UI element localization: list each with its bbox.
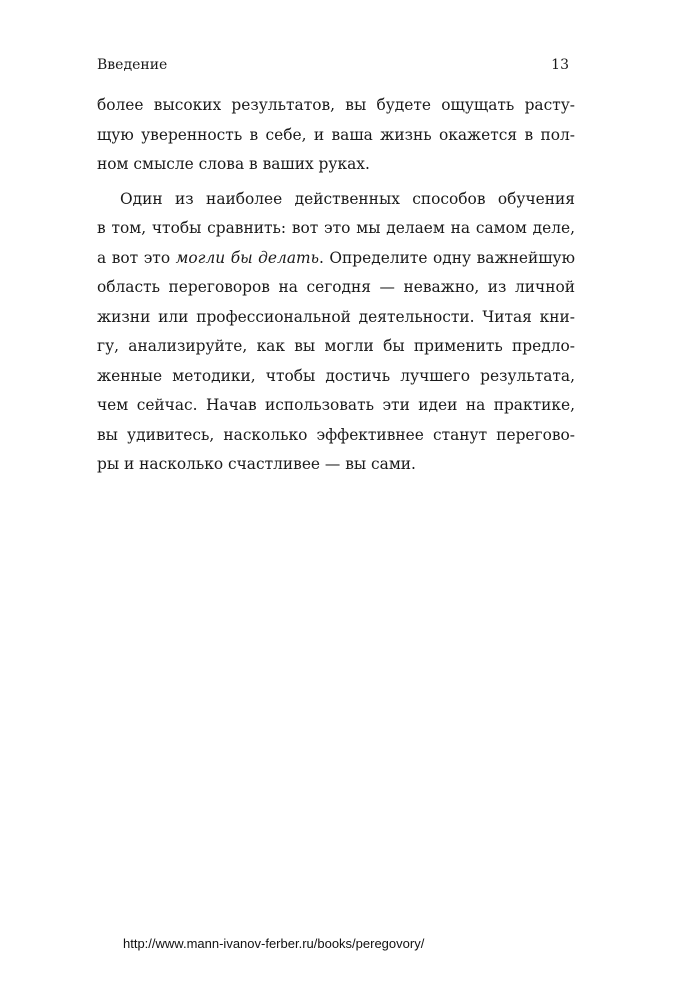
text-segment: . Определите одну важнейшую — [318, 248, 575, 267]
text-line: чем сейчас. Начав использовать эти идеи на практике, — [97, 396, 575, 414]
body-text — [97, 91, 575, 480]
text-segment: а вот это — [97, 248, 171, 267]
text-line-with-emphasis — [97, 244, 575, 274]
text-line: женные методики, чтобы достичь лучшего результата, — [97, 366, 575, 385]
text-line: в том, чтобы сравнить: вот это мы делаем на самом деле, — [97, 219, 575, 237]
text-line: вы удивитесь, насколько эффективнее станут перегово- — [97, 425, 575, 444]
text-line: ры и насколько счастливее — вы сами. — [97, 455, 416, 473]
text-line: Один из наиболее действенных способов обучения — [120, 189, 575, 208]
text-line: область переговоров на сегодня — неважно, из личной — [97, 278, 575, 296]
page-number: 13 — [551, 57, 569, 73]
paragraph-2 — [97, 185, 575, 480]
text-line: более высоких результатов, вы будете ощущать расту- — [97, 96, 575, 114]
footer-url[interactable]: http://www.mann-ivanov-ferber.ru/books/peregovory/ — [123, 936, 425, 951]
text-line: жизни или профессиональной деятельности. Читая кни- — [97, 307, 575, 326]
text-line: щую уверенность в себе, и ваша жизнь окажется в пол- — [97, 125, 575, 144]
text-line: гу, анализируйте, как вы могли бы применить предло- — [97, 337, 575, 355]
emphasis-text: могли бы делать — [175, 248, 319, 267]
paragraph-1 — [97, 91, 575, 180]
running-head — [97, 54, 569, 76]
text-line: ном смысле слова в ваших руках. — [97, 155, 370, 173]
section-title: Введение — [97, 57, 168, 73]
